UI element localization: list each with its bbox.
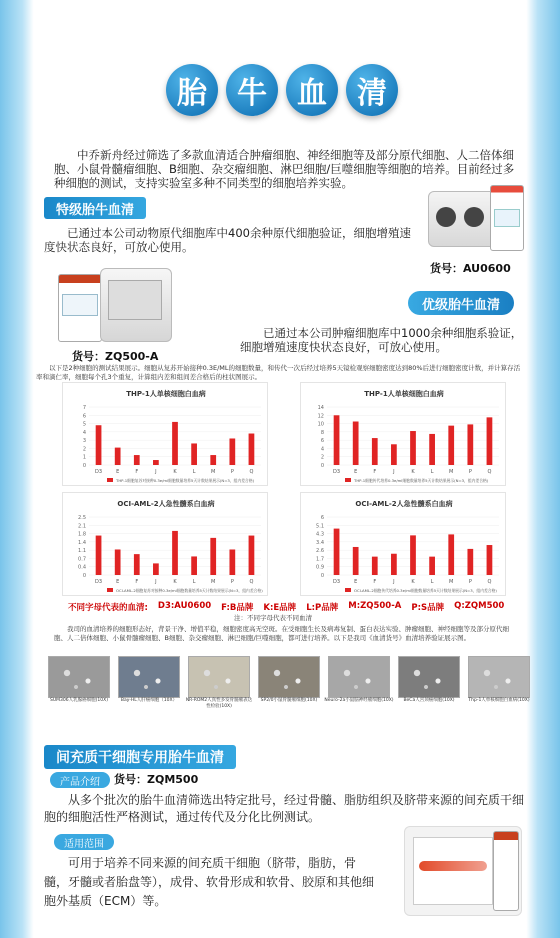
bar [487, 417, 493, 465]
y-tick-label: 0 [320, 573, 324, 579]
intro-text: 中乔新舟经过筛选了多款血清适合肿瘤细胞、神经细胞等及部分原代细胞、人二倍体细胞、小鼠骨髓瘤细胞、B细胞、杂交瘤细胞、淋巴细胞/巨噬细胞等细胞的培养。目前经过多种细胞的测试，支持实验室多种不同类型的细胞培养实验。 [54, 148, 515, 190]
bar [134, 455, 140, 465]
legend-swatch [107, 588, 113, 592]
cell-image-caption: Thp-1人单核细胞白血病(10X) [468, 698, 530, 703]
bar [210, 455, 216, 465]
y-tick-label: 6 [82, 413, 86, 420]
x-tick-label: M [449, 469, 454, 475]
legend-swatch [345, 588, 351, 592]
y-tick-label: 1.7 [316, 556, 324, 563]
bar [249, 536, 255, 575]
x-tick-label: F [373, 469, 377, 475]
x-tick-label: M [211, 579, 216, 585]
y-tick-label: 1.4 [78, 539, 86, 546]
cell-image [254, 656, 324, 710]
bar [172, 531, 178, 575]
bar [334, 529, 340, 575]
bar [153, 460, 159, 465]
x-tick-label: E [354, 579, 358, 585]
legend-item: M:ZQ500-A [348, 601, 402, 611]
y-tick-label: 0 [320, 463, 324, 469]
special-grade-label: 特级胎牛血清 [44, 197, 146, 219]
bar [229, 438, 235, 465]
x-tick-label: D3 [333, 579, 341, 585]
title-char: 牛 [226, 64, 278, 116]
premium-grade-label: 优级胎牛血清 [408, 291, 514, 315]
y-tick-label: 2.1 [78, 523, 86, 530]
bar [353, 422, 359, 466]
chart-legend: THP-1细胞传代培养0.3e/ml细胞数量培养5天计数结果展示(N=3，组内差合格) [354, 478, 489, 483]
bar [191, 556, 197, 575]
y-tick-label: 0.7 [78, 556, 86, 563]
bar [353, 547, 359, 575]
bar [191, 443, 197, 465]
y-tick-label: 7 [82, 405, 86, 411]
method-note: 以下是2种细胞的测试结果展示。细胞从复苏开始接种0.3E/ML的细胞数量，和传代一次后经过培养5天镜检观察细胞密度达到80%后进行细胞密度计数，并计算存活率和滴仁率，细胞每个孔3个重复，计算组内差和组间差合格后的柱状图展示。 [36, 364, 521, 381]
x-tick-label: P [468, 469, 472, 475]
usage-note: 我司的血清培养的细胞形态好，背景干净、增值平稳，细胞密度高无空斑。在受细胞生长及病毒复制、蛋白表达实验、肿瘤细胞、神经细胞等及部分原代细胞、人二倍体细胞、小鼠骨髓瘤细胞、B细胞、杂交瘤细胞、淋巴细胞/巨噬细胞，都可进行培养。以下是我司《血清货号》血清培养验证展示图。 [54, 625, 509, 642]
cell-image [114, 656, 184, 710]
chart-ociaml2-passage [300, 492, 506, 596]
x-tick-label: L [430, 579, 434, 585]
chart-title: OCI-AML-2人急性髓系白血病 [355, 500, 453, 508]
serum-legend [68, 601, 508, 613]
legend-item: P:S品牌 [411, 603, 445, 613]
y-tick-label: 8 [320, 429, 324, 436]
x-tick-label: D3 [95, 469, 103, 475]
x-tick-label: J [155, 469, 157, 475]
x-tick-label: L [192, 579, 196, 585]
bar [134, 554, 140, 575]
x-tick-label: Q [487, 469, 492, 475]
bar [391, 444, 397, 465]
x-tick-label: J [155, 579, 157, 585]
cell-image-caption: SUM306人乳腺癌细胞(10X) [50, 698, 108, 703]
bar [229, 549, 235, 575]
special-product-image [428, 185, 528, 253]
y-tick-label: 3 [82, 438, 86, 445]
y-tick-label: 2 [82, 446, 86, 453]
bar [448, 534, 454, 575]
y-tick-label: 4 [320, 446, 324, 453]
cell-micrograph [398, 656, 460, 698]
y-tick-label: 6 [320, 515, 324, 521]
bar [372, 557, 378, 575]
msc-scope: 可用于培养不同来源的间充质干细胞（脐带，脂肪，骨髓，牙髓或者胎盘等），成骨、软骨形成和软骨、胶原和其他细胞外基质（ECM）等。 [44, 856, 375, 908]
cell-micrograph [468, 656, 530, 698]
cell-image [464, 656, 534, 710]
chart-title: THP-1人单核细胞白血病 [364, 390, 444, 398]
cell-image [394, 656, 464, 710]
chart-title: OCI-AML-2人急性髓系白血病 [117, 500, 215, 508]
x-tick-label: Q [487, 579, 492, 585]
bar [391, 554, 397, 575]
x-tick-label: Q [249, 469, 254, 475]
bar [467, 549, 473, 575]
y-tick-label: 0.9 [316, 564, 324, 571]
chart-thp1-passage [300, 382, 506, 486]
cell-image-caption: Bay-HL人肝癌细胞（10X） [120, 698, 178, 703]
x-tick-label: E [116, 579, 120, 585]
cell-micrograph [48, 656, 110, 698]
x-tick-label: K [173, 579, 177, 585]
y-tick-label: 6 [320, 438, 324, 445]
chart-ociaml2-recovery [62, 492, 268, 596]
x-tick-label: J [393, 579, 395, 585]
bar [172, 422, 178, 465]
x-tick-label: K [411, 579, 415, 585]
chart-legend: THP-1细胞复苏对接种0.3e/ml细胞数量培养5天计数结果展示(N=3，组内差合格) [116, 478, 255, 483]
msc-label: 间充质干细胞专用胎牛血清 [44, 745, 236, 769]
x-tick-label: E [116, 469, 120, 475]
y-tick-label: 0 [82, 463, 86, 469]
x-tick-label: P [230, 469, 234, 475]
y-tick-label: 4.3 [316, 531, 324, 538]
cell-image-row [44, 656, 530, 710]
msc-code: 货号：ZQM500 [114, 773, 199, 786]
bar [429, 557, 435, 575]
premium-product-image [52, 268, 172, 344]
bar [334, 415, 340, 465]
legend-item: D3:AU0600 [157, 601, 212, 611]
legend-item: F:B品牌 [221, 603, 254, 613]
bar [115, 549, 121, 575]
title-char: 胎 [166, 64, 218, 116]
x-tick-label: D3 [333, 469, 341, 475]
x-tick-label: J [393, 469, 395, 475]
cell-image [44, 656, 114, 710]
y-tick-label: 4 [82, 429, 86, 436]
cell-image-caption: BeCa人宫颈癌细胞(10X) [403, 698, 455, 703]
msc-intro-pill: 产品介绍 [50, 772, 110, 788]
legend-note: 注：不同字母代表不同血清 [234, 614, 312, 622]
msc-product-image [404, 826, 522, 916]
cell-image-caption: Neuro-2a小鼠脑神经瘤细胞(10X) [324, 698, 394, 703]
chart-legend: OCI-AML-2细胞传代培养0.3e/ml细胞数量培养5天计数结果展示(N=3，组内差合格) [354, 588, 497, 593]
cell-image-caption: NR-ROM2人真性多发骨髓瘤表达性检验(10X) [185, 698, 253, 709]
bar [467, 424, 473, 465]
bar [153, 563, 159, 575]
bar [210, 538, 216, 575]
title-char: 清 [346, 64, 398, 116]
x-tick-label: E [354, 469, 358, 475]
special-grade-code: 货号：AU0600 [430, 262, 511, 275]
cell-micrograph [118, 656, 180, 698]
bar [96, 425, 102, 465]
y-tick-label: 2.6 [316, 548, 324, 555]
chart-thp1-recovery [62, 382, 268, 486]
chart-legend: OCI-AML-2细胞复苏对接种0.3e/ml细胞数量培养5天计数结果展示(N=3，组内差合格) [116, 588, 263, 593]
bar [410, 535, 416, 575]
x-tick-label: Q [249, 579, 254, 585]
y-tick-label: 1.1 [78, 548, 86, 555]
y-tick-label: 10 [317, 421, 324, 428]
x-tick-label: M [449, 579, 454, 585]
legend-item: K:E品牌 [263, 603, 297, 613]
x-tick-label: K [411, 469, 415, 475]
y-tick-label: 2.5 [78, 515, 86, 521]
bar [96, 536, 102, 575]
x-tick-label: F [373, 579, 377, 585]
y-tick-label: 2 [320, 454, 324, 461]
x-tick-label: K [173, 469, 177, 475]
y-tick-label: 5.1 [316, 523, 324, 530]
x-tick-label: P [468, 579, 472, 585]
y-tick-label: 3.4 [316, 539, 324, 546]
x-tick-label: L [192, 469, 196, 475]
x-tick-label: F [135, 579, 139, 585]
chart-title: THP-1人单核细胞白血病 [126, 390, 206, 398]
x-tick-label: M [211, 469, 216, 475]
cell-image-caption: SP2/0小鼠骨髓瘤细胞(10X) [260, 698, 318, 703]
bar [487, 545, 493, 575]
cell-micrograph [258, 656, 320, 698]
x-tick-label: F [135, 469, 139, 475]
bar [429, 434, 435, 465]
bar [249, 434, 255, 465]
premium-grade-code: 货号：ZQ500-A [72, 350, 159, 363]
x-tick-label: D3 [95, 579, 103, 585]
legend-heading: 不同字母代表的血清: [68, 603, 148, 613]
cell-micrograph [328, 656, 390, 698]
bar [410, 431, 416, 465]
msc-scope-pill: 适用范围 [54, 834, 114, 850]
y-tick-label: 1 [82, 454, 86, 461]
cell-micrograph [188, 656, 250, 698]
y-tick-label: 14 [317, 405, 324, 411]
legend-swatch [107, 478, 113, 482]
legend-swatch [345, 478, 351, 482]
bar [372, 438, 378, 465]
y-tick-label: 12 [317, 413, 324, 420]
premium-grade-desc: 已通过本公司肿瘤细胞库中1000余种细胞系验证，细胞增殖速度快状态良好，可放心使用。 [240, 326, 523, 354]
msc-desc: 从多个批次的胎牛血清筛选出特定批号，经过骨髓、脂肪组织及脐带来源的间充质干细胞的细胞活性严格测试，通过传代及分化比例测试。 [44, 793, 525, 824]
y-tick-label: 1.8 [78, 531, 86, 538]
legend-item: L:P品牌 [306, 603, 339, 613]
bar [115, 448, 121, 465]
page-title [166, 64, 398, 116]
y-tick-label: 0 [82, 573, 86, 579]
x-tick-label: L [430, 469, 434, 475]
legend-item: Q:ZQM500 [454, 601, 505, 611]
x-tick-label: P [230, 579, 234, 585]
cell-image [324, 656, 394, 710]
cell-image [184, 656, 254, 710]
special-grade-desc: 已通过本公司动物原代细胞库中400余种原代细胞验证，细胞增殖速度快状态良好，可放心使用。 [44, 226, 411, 254]
y-tick-label: 5 [82, 421, 86, 428]
bar [448, 426, 454, 465]
y-tick-label: 0.4 [78, 564, 86, 571]
title-char: 血 [286, 64, 338, 116]
